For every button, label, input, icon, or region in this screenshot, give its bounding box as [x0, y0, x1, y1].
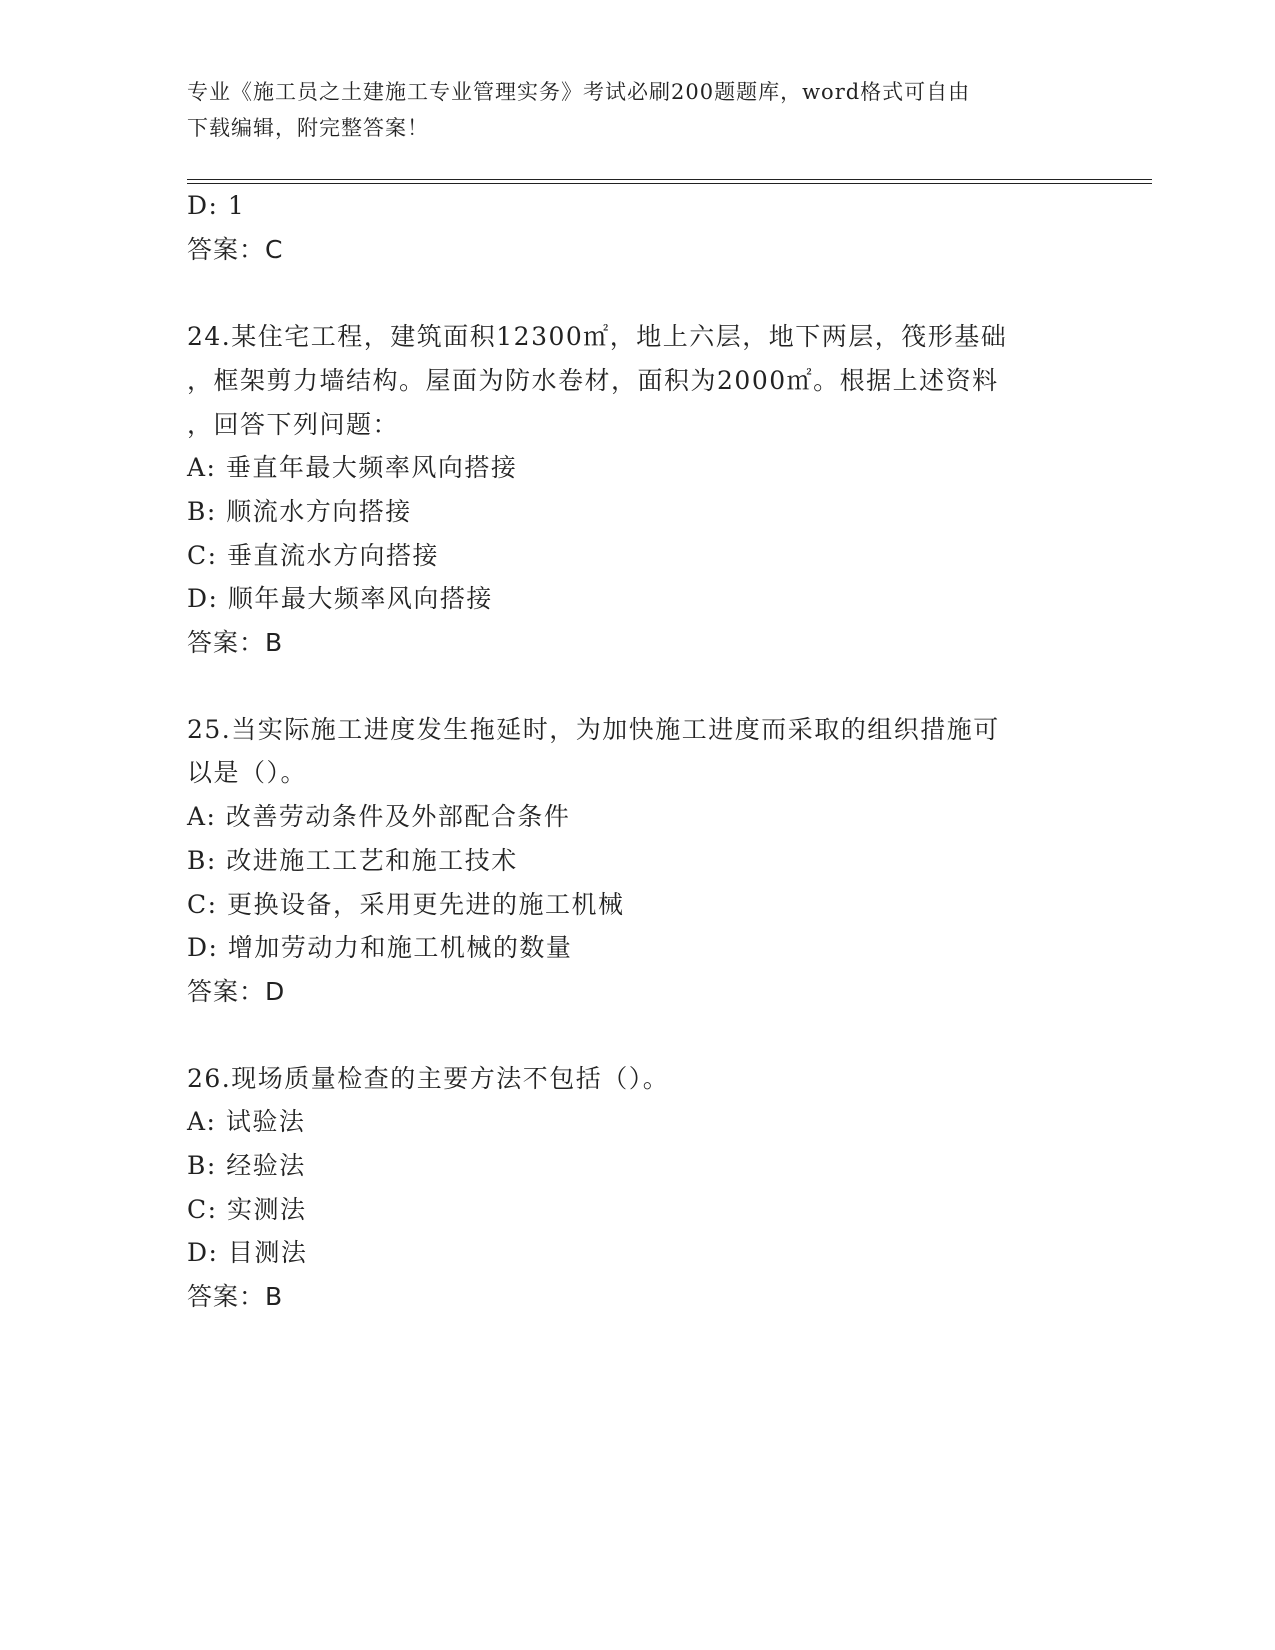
- q25-option-a: A: 改善劳动条件及外部配合条件: [187, 802, 571, 831]
- prev-answer: 答案：C: [187, 235, 284, 264]
- document-header: [187, 74, 1087, 146]
- header-divider-bottom: [187, 183, 1152, 184]
- q24-stem-line-1: 24.某住宅工程，建筑面积12300㎡，地上六层，地下两层，筏形基础: [187, 322, 1008, 351]
- q26-option-d: D: 目测法: [187, 1238, 308, 1267]
- q25-answer: 答案：D: [187, 977, 286, 1006]
- header-title-line-1: 专业《施工员之土建施工专业管理实务》考试必刷200题题库，word格式可自由: [187, 80, 971, 104]
- q25-stem-line-1: 25.当实际施工进度发生拖延时，为加快施工进度而采取的组织措施可: [187, 715, 1000, 744]
- q25-option-b: B: 改进施工工艺和施工技术: [187, 846, 518, 875]
- q26-stem-line-1: 26.现场质量检查的主要方法不包括（）。: [187, 1064, 670, 1093]
- q26-option-a: A: 试验法: [187, 1107, 306, 1136]
- header-title-line-2: 下载编辑，附完整答案！: [187, 116, 429, 140]
- q24-option-d: D: 顺年最大频率风向搭接: [187, 584, 493, 613]
- q24-option-c: C: 垂直流水方向搭接: [187, 541, 439, 570]
- q24-option-b: B: 顺流水方向搭接: [187, 497, 412, 526]
- q26-option-b: B: 经验法: [187, 1151, 306, 1180]
- q26-option-c: C: 实测法: [187, 1195, 307, 1224]
- q25-stem-line-2: 以是（）。: [187, 758, 308, 787]
- q25-option-c: C: 更换设备，采用更先进的施工机械: [187, 890, 625, 919]
- q24-answer: 答案：B: [187, 628, 284, 657]
- q24-stem-line-2: ，框架剪力墙结构。屋面为防水卷材，面积为2000㎡。根据上述资料: [187, 366, 999, 395]
- prev-option-d: D: 1: [187, 191, 246, 220]
- q26-answer: 答案：B: [187, 1282, 284, 1311]
- header-divider-top: [187, 179, 1152, 180]
- q25-option-d: D: 增加劳动力和施工机械的数量: [187, 933, 573, 962]
- q24-stem-line-3: ，回答下列问题：: [187, 410, 400, 439]
- q24-option-a: A: 垂直年最大频率风向搭接: [187, 453, 518, 482]
